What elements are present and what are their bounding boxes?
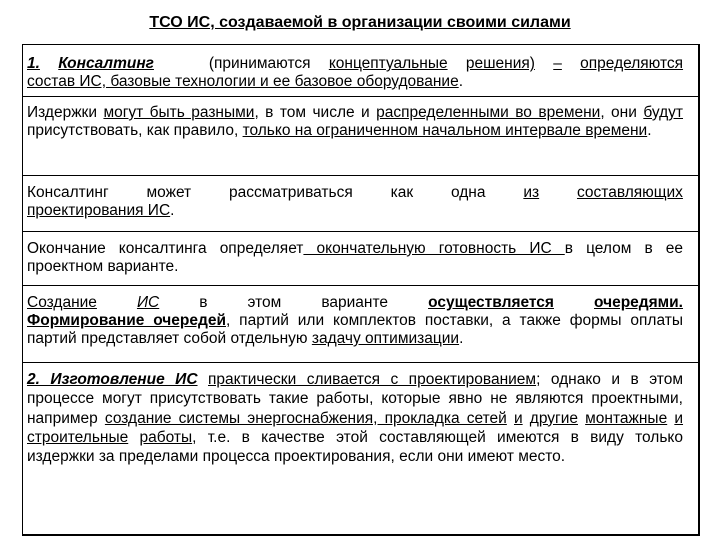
text-fragment: проектирования ИС	[27, 202, 171, 219]
text-fragment: как	[390, 184, 414, 201]
text-fragment: определяются	[580, 55, 684, 72]
text-fragment: задачу оптимизации	[311, 330, 460, 347]
text-fragment: распределенными во времени	[376, 104, 601, 121]
text-fragment	[507, 410, 514, 427]
text-fragment: присутствовать, как правило,	[27, 122, 243, 139]
text-fragment: , партий или комплектов поставки, а также формы оплаты партий представляет собой отдельную	[27, 312, 683, 347]
divider	[22, 285, 700, 286]
text-fragment: Консалтинг	[27, 184, 109, 201]
paragraph-consulting	[27, 55, 683, 91]
page-title: ТСО ИС, создаваемой в организации своими силами	[149, 14, 571, 31]
text-fragment: будут	[643, 104, 683, 121]
divider	[22, 231, 700, 232]
text-fragment: практически сливается с проектированием	[208, 371, 537, 388]
text-fragment: только на ограниченном начальном интервале времени	[242, 122, 648, 139]
text-fragment: работы	[139, 428, 193, 446]
text-fragment: монтажные	[585, 409, 668, 427]
text-fragment: составляющих	[576, 184, 683, 201]
text-fragment	[523, 410, 530, 427]
paragraph-creation	[27, 294, 683, 348]
text-fragment: концептуальные	[328, 55, 448, 72]
text-fragment: состав ИС, базовые технологии и ее базовое оборудование	[27, 73, 459, 90]
text-fragment: –	[553, 55, 562, 72]
text-fragment: строительные	[27, 428, 129, 446]
text-fragment: этом	[247, 294, 282, 311]
text-fragment: рассматриваться	[229, 184, 353, 201]
text-fragment: (принимаются	[208, 55, 311, 72]
text-fragment: в целом в ее проектном варианте.	[27, 240, 684, 275]
text-fragment	[128, 429, 139, 446]
text-fragment: ИС	[136, 294, 160, 311]
text-fragment: из	[523, 184, 540, 201]
text-fragment: .	[458, 73, 463, 90]
text-fragment: в	[199, 294, 208, 311]
text-fragment: , т.е. в качестве этой составляющей имеются в виду только издержки за пределами процесса проектирования, если они имеют место.	[27, 428, 684, 466]
text-fragment: другие	[529, 409, 578, 427]
paragraph-consulting-component	[27, 184, 683, 220]
text-fragment: окончательную готовность ИС	[303, 240, 565, 257]
text-fragment: ; однако и в этом процессе могут присутствовать такие работы, которые явно не являются проектными, например	[27, 371, 683, 427]
text-fragment: .	[459, 330, 464, 347]
text-fragment: .	[170, 202, 175, 219]
divider	[22, 362, 700, 363]
text-fragment: , в том числе и	[254, 104, 377, 121]
text-fragment: одна	[450, 184, 486, 201]
text-fragment: варианте	[321, 294, 389, 311]
text-fragment: Издержки	[27, 104, 104, 121]
paragraph-manufacturing	[27, 370, 683, 466]
divider	[22, 175, 700, 176]
text-fragment: решения)	[465, 55, 535, 72]
text-fragment: Создание	[27, 294, 97, 311]
text-fragment: могут быть разными	[103, 104, 255, 121]
text-fragment: , они	[600, 104, 644, 121]
text-fragment: и	[674, 409, 684, 427]
paragraph-costs	[27, 104, 683, 140]
text-fragment: .	[647, 122, 652, 139]
section-number: 1.	[27, 55, 40, 72]
text-fragment: Окончание консалтинга определяет	[27, 240, 304, 257]
text-fragment: может	[146, 184, 192, 201]
text-fragment: и	[513, 409, 523, 427]
text-fragment: очередями.	[594, 294, 683, 311]
text-fragment	[198, 371, 208, 388]
text-fragment: осуществляется	[428, 294, 554, 311]
text-fragment: создание системы энергоснабжения, прокладка сетей	[104, 409, 507, 427]
paragraph-consulting-end	[27, 240, 683, 276]
term-manufacturing: 2. Изготовление ИС	[27, 371, 198, 388]
text-fragment: Формирование очередей	[27, 312, 226, 329]
divider	[22, 96, 700, 97]
term-consulting: Консалтинг	[58, 55, 154, 72]
